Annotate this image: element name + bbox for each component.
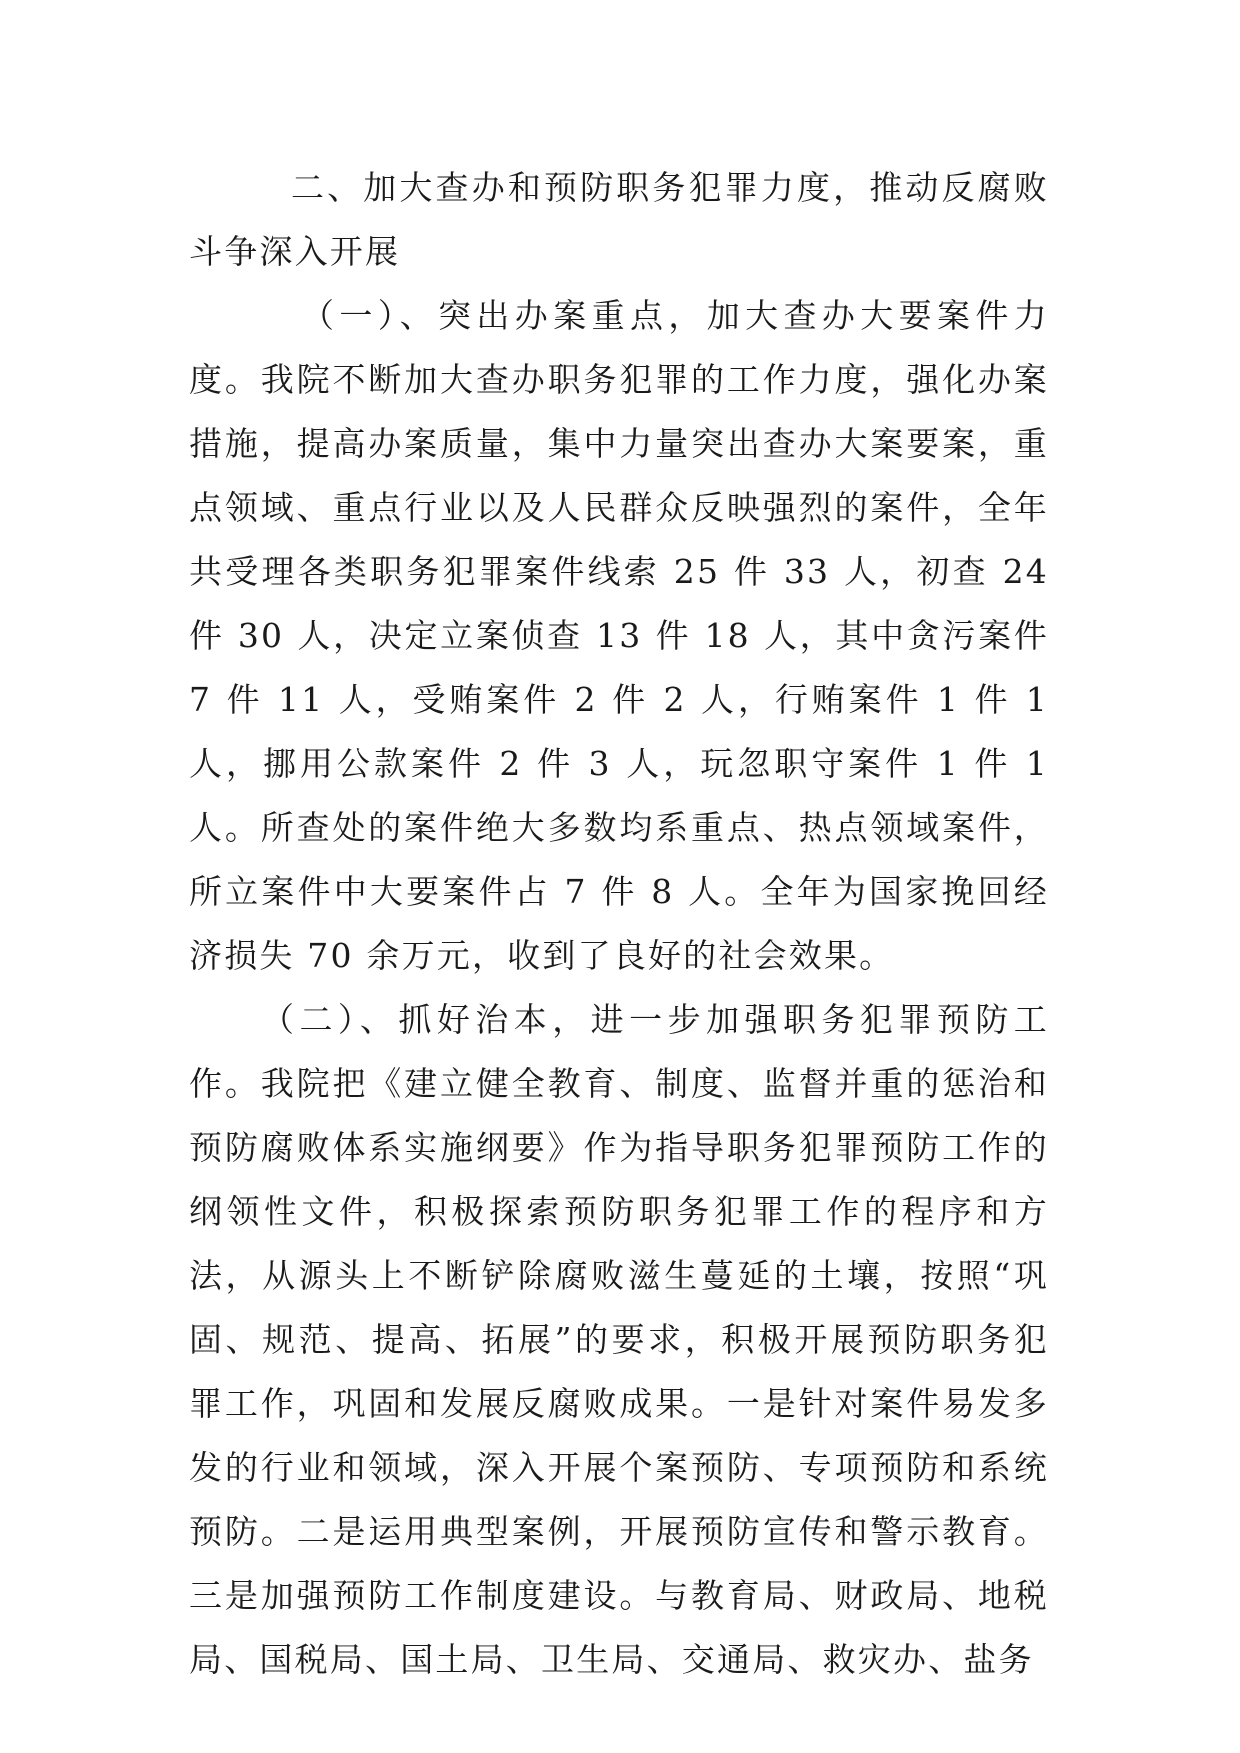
- paragraph-case-handling: （一）、突出办案重点，加大查办大要案件力度。我院不断加大查办职务犯罪的工作力度，强化办案措施，提高办案质量，集中力量突出查办大案要案，重点领域、重点行业以及人民群众反映强烈的案件，全年共受理各类职务犯罪案件线索 25 件 33 人，初查 24 件 30 人，决定立案侦查 13 件 18 人，其中贪污案件 7 件 11 人，受贿案件 2 件 2 人，行贿案件 1 件 1 人，挪用公款案件 2 件 3 人，玩忽职守案件 1 件 1 人。所查处的案件绝大多数均系重点、热点领域案件，所立案件中大要案件占 7 件 8 人。全年为国家挽回经济损失 70 余万元，收到了良好的社会效果。: [189, 296, 1049, 975]
- document-body: [189, 156, 1049, 1692]
- paragraph-crime-prevention: （二）、抓好治本，进一步加强职务犯罪预防工作。我院把《建立健全教育、制度、监督并重的惩治和预防腐败体系实施纲要》作为指导职务犯罪预防工作的纲领性文件，积极探索预防职务犯罪工作的程序和方法，从源头上不断铲除腐败滋生蔓延的土壤，按照“巩固、规范、提高、拓展”的要求，积极开展预防职务犯罪工作，巩固和发展反腐败成果。一是针对案件易发多发的行业和领域，深入开展个案预防、专项预防和系统预防。二是运用典型案例，开展预防宣传和警示教育。三是加强预防工作制度建设。与教育局、财政局、地税局、国税局、国土局、卫生局、交通局、救灾办、盐务: [189, 1000, 1049, 1679]
- section-heading: 二、加大查办和预防职务犯罪力度，推动反腐败斗争深入开展: [189, 168, 1049, 271]
